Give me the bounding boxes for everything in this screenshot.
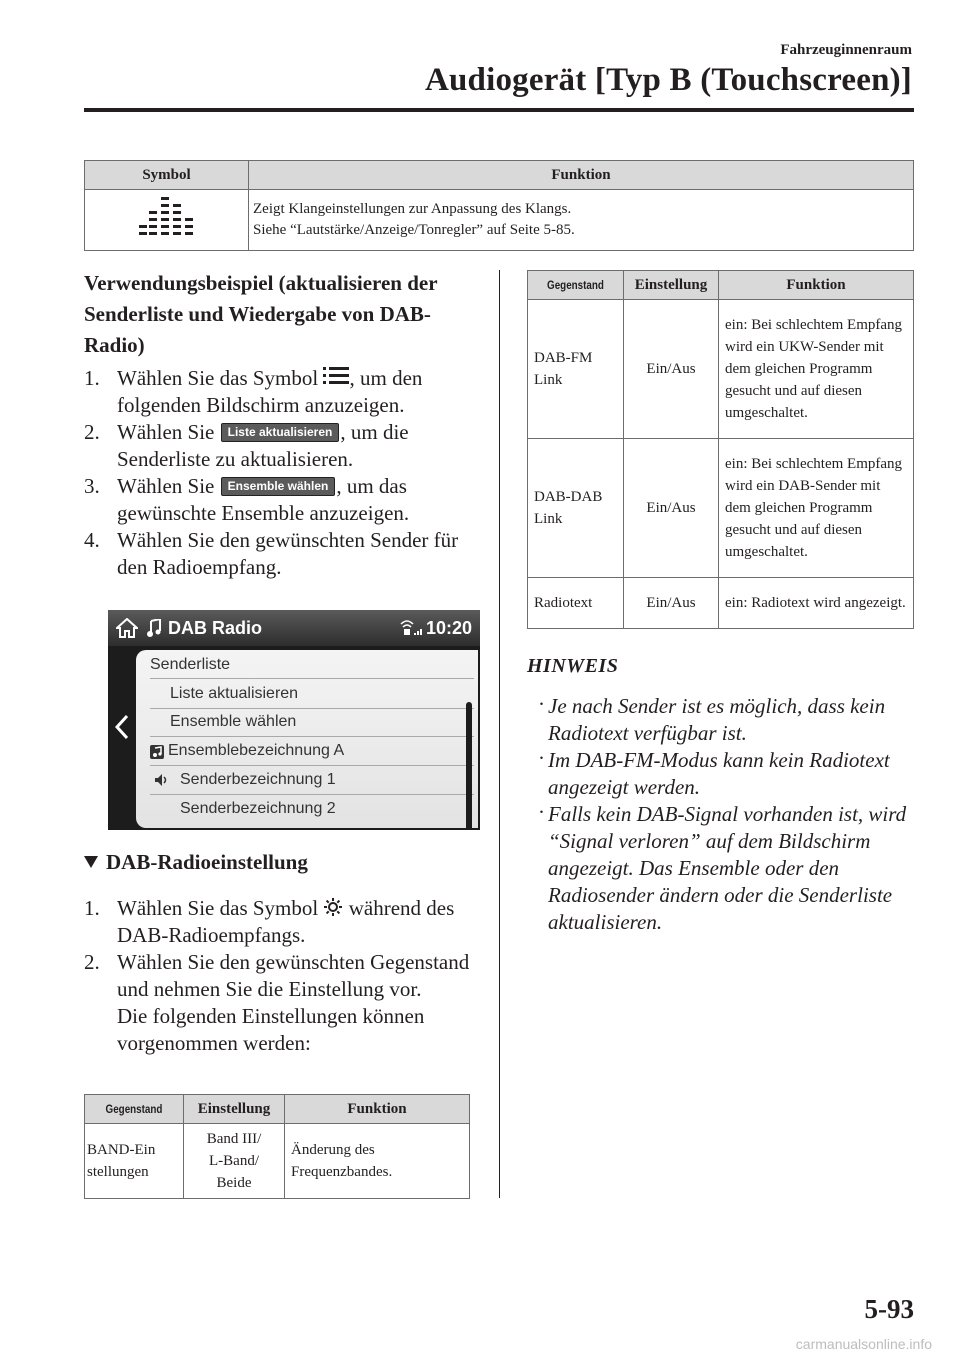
table-row: [528, 578, 914, 629]
item-cell: DAB-FM Link: [528, 300, 624, 439]
item-cell: DAB-DAB Link: [528, 439, 624, 578]
step-text: , um die Senderliste zu aktualisieren.: [117, 420, 409, 471]
list-item-station-2[interactable]: Senderbezeichnung 2: [180, 800, 336, 817]
screen-topbar: [108, 610, 480, 646]
table-row: [85, 190, 914, 251]
dab-settings-table: [527, 270, 914, 629]
col-function: Funktion: [285, 1095, 470, 1124]
step-number: 1.: [84, 896, 100, 920]
page-number: 5-93: [864, 1294, 914, 1324]
step-number: 2.: [84, 950, 100, 974]
list-header: Senderliste: [150, 656, 231, 673]
step-text: , um den folgenden Bildschirm anzuzeigen.: [117, 366, 423, 417]
step-text: Wählen Sie das Symbol: [117, 896, 324, 920]
col-setting: Einstellung: [184, 1095, 285, 1124]
screen-title: DAB Radio: [168, 618, 262, 638]
home-icon[interactable]: [116, 618, 138, 638]
header-rule: [84, 108, 914, 112]
step-number: 4.: [84, 528, 100, 552]
item-cell: BAND-Ein stellungen: [85, 1124, 184, 1199]
list-item-station-1[interactable]: [150, 765, 474, 795]
symbol-table: [84, 160, 914, 251]
list-item-update[interactable]: Liste aktualisieren: [150, 678, 474, 709]
step-number: 2.: [84, 420, 100, 444]
setting-cell: Ein/Aus: [624, 439, 719, 578]
note-text: Falls kein DAB-Signal vorhanden ist, wird “Signal verloren” auf dem Bildschirm angezeigt. Das Ensemble oder den Radiosender ändern oder die Senderliste aktualisieren.: [548, 802, 907, 934]
col-symbol: Symbol: [85, 161, 249, 190]
setting-cell: Ein/Aus: [624, 300, 719, 439]
note-text: Je nach Sender ist es möglich, dass kein Radiotext verfügbar ist.: [548, 694, 886, 745]
setting-cell: Band III/ L-Band/ Beide: [184, 1124, 285, 1199]
clock-time: 10:20: [425, 618, 472, 638]
step-text: Wählen Sie den gewünschten Gegenstand und nehmen Sie die Einstellung vor.: [117, 950, 470, 1001]
update-list-button[interactable]: Liste aktualisieren: [221, 423, 340, 442]
gear-icon: [323, 897, 343, 917]
col-function: Funktion: [249, 161, 914, 190]
bullet: ·: [538, 800, 545, 824]
list-item-label: Ensemblebezeichnung A: [168, 742, 345, 759]
select-ensemble-button[interactable]: Ensemble wählen: [221, 477, 336, 496]
setting-cell: Ein/Aus: [624, 578, 719, 629]
triangle-marker-icon: [84, 856, 98, 868]
example-heading: Verwendungsbeispiel (aktualisieren der Senderliste und Wiedergabe von DAB-Radio): [84, 271, 438, 357]
section-title: Fahrzeuginnenraum: [780, 42, 912, 58]
list-item-ensemble[interactable]: Ensemble wählen: [150, 707, 474, 737]
function-cell: Änderung des Frequenzbandes.: [285, 1124, 470, 1199]
dab-radio-screen: [108, 610, 480, 830]
function-line: Siehe “Lautstärke/Anzeige/Tonregler” auf Seite 5-85.: [253, 222, 575, 238]
step-text: während des DAB-Radioempfangs.: [117, 896, 455, 947]
music-note-icon: [146, 619, 162, 637]
chapter-title: Audiogerät [Typ B (Touchscreen)]: [424, 62, 912, 98]
signal-icon: [398, 618, 424, 638]
bullet: ·: [538, 746, 545, 770]
col-setting: Einstellung: [624, 271, 719, 300]
function-cell: ein: Bei schlechtem Empfang wird ein DAB-Sender mit dem gleichen Programm gesucht und auf diesen umgeschaltet.: [719, 439, 914, 578]
table-row: [528, 439, 914, 578]
step-text: Wählen Sie den gewünschten Sender für den Radioempfang.: [117, 528, 459, 579]
equalizer-icon: [139, 195, 195, 239]
function-cell: ein: Bei schlechtem Empfang wird ein UKW-Sender mit dem gleichen Programm gesucht und auf diesen umgeschaltet.: [719, 300, 914, 439]
ensemble-icon: [150, 743, 166, 759]
column-divider: [499, 270, 500, 1198]
function-cell: [249, 190, 914, 251]
list-item-ensemble-name[interactable]: [150, 736, 474, 766]
item-cell: Radiotext: [528, 578, 624, 629]
scrollbar[interactable]: [466, 702, 472, 830]
table-row: [85, 1124, 470, 1199]
step-text: , um das gewünschte Ensemble anzuzeigen.: [117, 474, 410, 525]
function-line: Zeigt Klangeinstellungen zur Anpassung des Klangs.: [253, 201, 572, 217]
step-text: Wählen Sie: [117, 420, 220, 444]
footer-watermark: carmanualsonline.info: [795, 1336, 932, 1352]
band-settings-table: [84, 1094, 470, 1199]
station-list-panel: [136, 650, 478, 828]
list-item-label: Senderbezeichnung 1: [180, 771, 336, 788]
bullet: ·: [538, 692, 545, 716]
table-row: [528, 300, 914, 439]
list-icon: [323, 365, 349, 387]
note-title: HINWEIS: [527, 655, 619, 677]
speaker-icon: [154, 772, 170, 788]
col-function: Funktion: [719, 271, 914, 300]
function-cell: ein: Radiotext wird angezeigt.: [719, 578, 914, 629]
step-number: 1.: [84, 366, 100, 390]
settings-heading: [84, 850, 308, 875]
settings-heading-text: DAB-Radioeinstellung: [106, 850, 308, 874]
step-text: Wählen Sie das Symbol: [117, 366, 324, 390]
chevron-left-icon[interactable]: [114, 714, 130, 740]
step-number: 3.: [84, 474, 100, 498]
step-text: Wählen Sie: [117, 474, 220, 498]
col-item: Gegenstand: [528, 271, 624, 300]
note-text: Im DAB-FM-Modus kann kein Radiotext angezeigt werden.: [548, 748, 890, 799]
col-item: Gegenstand: [85, 1095, 184, 1124]
symbol-cell: [85, 190, 249, 251]
step-text: Die folgenden Einstellungen können vorgenommen werden:: [117, 1004, 425, 1055]
